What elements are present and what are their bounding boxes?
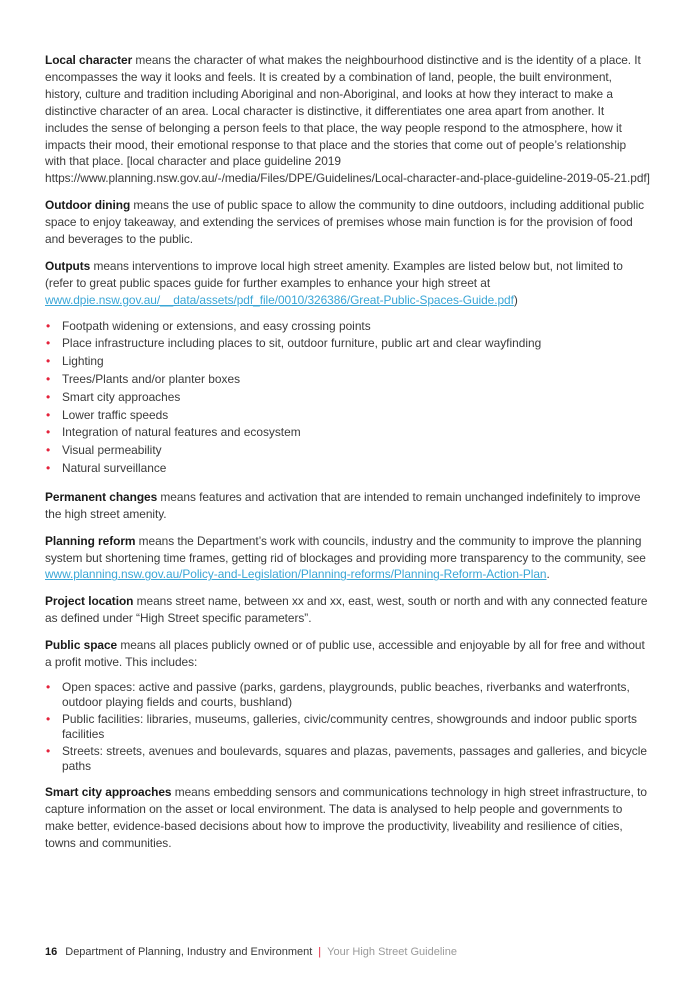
definition-outputs bbox=[45, 258, 650, 309]
list-item: • Open spaces: active and passive (parks, gardens, playgrounds, public beaches, riverbanks and waterfronts, outdoor playing fields and courts, bushland) bbox=[45, 680, 650, 709]
definition-smart-city-approaches bbox=[45, 784, 650, 852]
definition-text-end: ) bbox=[513, 292, 518, 307]
footer-separator: | bbox=[318, 946, 322, 958]
definition-outdoor-dining bbox=[45, 197, 650, 248]
list-item: • Place infrastructure including places to sit, outdoor furniture, public art and clear wayfinding bbox=[45, 335, 650, 353]
public-space-bullet-list bbox=[45, 680, 650, 773]
definition-text: means features and activation that are intended to remain unchanged indefinitely to improve the high street amenity. bbox=[45, 489, 641, 521]
document-body bbox=[45, 52, 650, 862]
list-item: • Lighting bbox=[45, 353, 650, 371]
term-planning-reform: Planning reform bbox=[45, 533, 136, 548]
list-item: • Footpath widening or extensions, and easy crossing points bbox=[45, 318, 650, 336]
definition-text-end: . bbox=[546, 567, 550, 582]
definition-text: means the use of public space to allow the community to dine outdoors, including additional public space to enjoy takeaway, and extending the services of premises whose main function is for the provision of food and beverages to the public. bbox=[45, 198, 645, 247]
term-local-character: Local character bbox=[45, 53, 133, 67]
department-name: Department of Planning, Industry and Environment bbox=[65, 946, 313, 958]
list-item: • Integration of natural features and ecosystem bbox=[45, 424, 650, 442]
outputs-bullet-list bbox=[45, 318, 650, 478]
term-public-space: Public space bbox=[45, 638, 118, 653]
definition-text: means the Department’s work with councils, industry and the community to improve the planning system but shortening time frames, getting rid of blockages and providing more transparency to the community, see bbox=[45, 533, 646, 565]
list-item: • Lower traffic speeds bbox=[45, 407, 650, 425]
list-item: • Natural surveillance bbox=[45, 460, 650, 478]
list-item: • Smart city approaches bbox=[45, 389, 650, 407]
page-number: 16 bbox=[45, 946, 58, 958]
definition-text: means the character of what makes the neighbourhood distinctive and is the identity of a place. It encompasses the way it looks and feels. It is created by a combination of land, people, the built environment, history, culture and tradition including Aboriginal and non-Aboriginal, and looks at how they interact to make a distinctive character of an area. Local character is distinctive, it differentiates one area apart from another. It includes the sense of belonging a person feels to that place, the way people respond to the atmosphere, how it impacts their mood, their emotional response to that place and the stories that come out of people’s relationship with that place. [local character and place guideline 2019 https://www.planning.nsw.gov.au/-/media/Files/DPE/Guidelines/Local-character-and-place-guideline-2019-05-21.pdf] bbox=[45, 53, 650, 186]
list-item: • Trees/Plants and/or planter boxes bbox=[45, 371, 650, 389]
term-outputs: Outputs bbox=[45, 258, 91, 273]
page-footer bbox=[45, 945, 457, 959]
definition-project-location bbox=[45, 593, 650, 627]
definition-text: means street name, between xx and xx, east, west, south or north and with any connected feature as defined under “High Street specific parameters”. bbox=[45, 594, 648, 626]
term-outdoor-dining: Outdoor dining bbox=[45, 198, 131, 213]
definition-planning-reform bbox=[45, 533, 650, 584]
list-item: • Public facilities: libraries, museums, galleries, civic/community centres, showgrounds and indoor public sports facilities bbox=[45, 712, 650, 741]
definition-permanent-changes bbox=[45, 489, 650, 523]
guide-title: Your High Street Guideline bbox=[327, 946, 457, 958]
definition-local-character bbox=[45, 52, 650, 187]
list-item: • Streets: streets, avenues and boulevards, squares and plazas, pavements, passages and galleries, and bicycle paths bbox=[45, 744, 650, 773]
term-permanent-changes: Permanent changes bbox=[45, 489, 158, 504]
definition-text: means embedding sensors and communications technology in high street infrastructure, to capture information on the asset or local environment. The data is analysed to help people and governments to make better, evidence-based decisions about how to improve the productivity, liveability and resilience of cities, towns and communities. bbox=[45, 785, 647, 851]
definition-public-space bbox=[45, 637, 650, 671]
term-project-location: Project location bbox=[45, 594, 134, 609]
list-item: • Visual permeability bbox=[45, 442, 650, 460]
term-smart-city-approaches: Smart city approaches bbox=[45, 785, 172, 800]
great-public-spaces-guide-link[interactable]: www.dpie.nsw.gov.au/__data/assets/pdf_file/0010/326386/Great-Public-Spaces-Guide.pdf bbox=[45, 292, 514, 307]
definition-text: means interventions to improve local high street amenity. Examples are listed below but, not limited to (refer to great public spaces guide for further examples to enhance your high street at bbox=[45, 258, 623, 290]
planning-reform-action-plan-link[interactable]: www.planning.nsw.gov.au/Policy-and-Legislation/Planning-reforms/Planning-Reform-Action-Plan bbox=[45, 567, 547, 582]
definition-text: means all places publicly owned or of public use, accessible and enjoyable by all for free and without a profit motive. This includes: bbox=[45, 638, 645, 670]
